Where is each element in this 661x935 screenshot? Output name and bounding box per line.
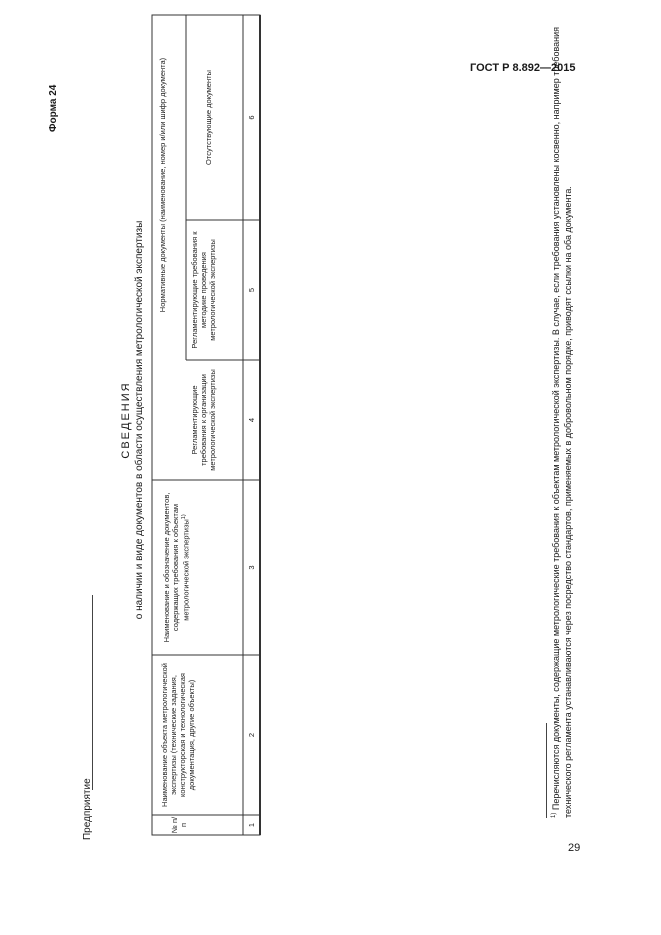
- form-title: СВЕДЕНИЯ: [120, 381, 132, 459]
- header-documents-name: [162, 485, 191, 650]
- document-code: ГОСТ Р 8.892—2015: [470, 62, 576, 74]
- header-documents-text: Наименование и обозначение документов, содержащих требования к объектам метрологической экспертизы: [162, 492, 191, 643]
- footnote-ref: 1): [181, 514, 187, 520]
- header-regulatory-organization: Регламентирующие требования к организации метрологической экспертизы: [190, 369, 217, 471]
- header-object-name: Наименование объекта метрологической экспертизы (технические задания, конструкторская и технологическая документация, другие объекты): [160, 663, 196, 807]
- column-number-4: 4: [247, 417, 256, 423]
- header-normative-documents: Нормативные документы (наименование, номер и/или шифр документа): [158, 57, 167, 313]
- form-label: Форма 24: [48, 84, 59, 132]
- footnote-rule: [546, 723, 547, 818]
- footnote-marker: 1): [551, 812, 557, 818]
- footnote: [548, 0, 574, 818]
- column-number-2: 2: [247, 732, 256, 738]
- header-missing-documents: Отсутствующие документы: [204, 70, 213, 165]
- column-number-5: 5: [247, 287, 256, 293]
- column-number-6: 6: [247, 115, 256, 120]
- column-number-1: 1: [247, 822, 256, 828]
- footnote-text: Перечисляются документы, содержащие метрологические требования к объектам метрологической экспертизы. В случае, если требования установлены косвенно, например требования технического регламента устанавливаются через посредство стандартов, применяемых в добровольном порядке, приводят ссылки на оба документа.: [551, 26, 573, 818]
- column-number-3: 3: [247, 565, 256, 570]
- header-regulatory-methodology: Регламентирующие требования к методике проведения метрологической экспертизы: [190, 231, 217, 349]
- enterprise-label: Предприятие: [82, 778, 93, 840]
- page-number: 29: [568, 842, 581, 854]
- form-subtitle: о наличии и виде документов в области осуществления метрологической экспертизы: [134, 220, 145, 620]
- header-number: № п/п: [170, 816, 188, 834]
